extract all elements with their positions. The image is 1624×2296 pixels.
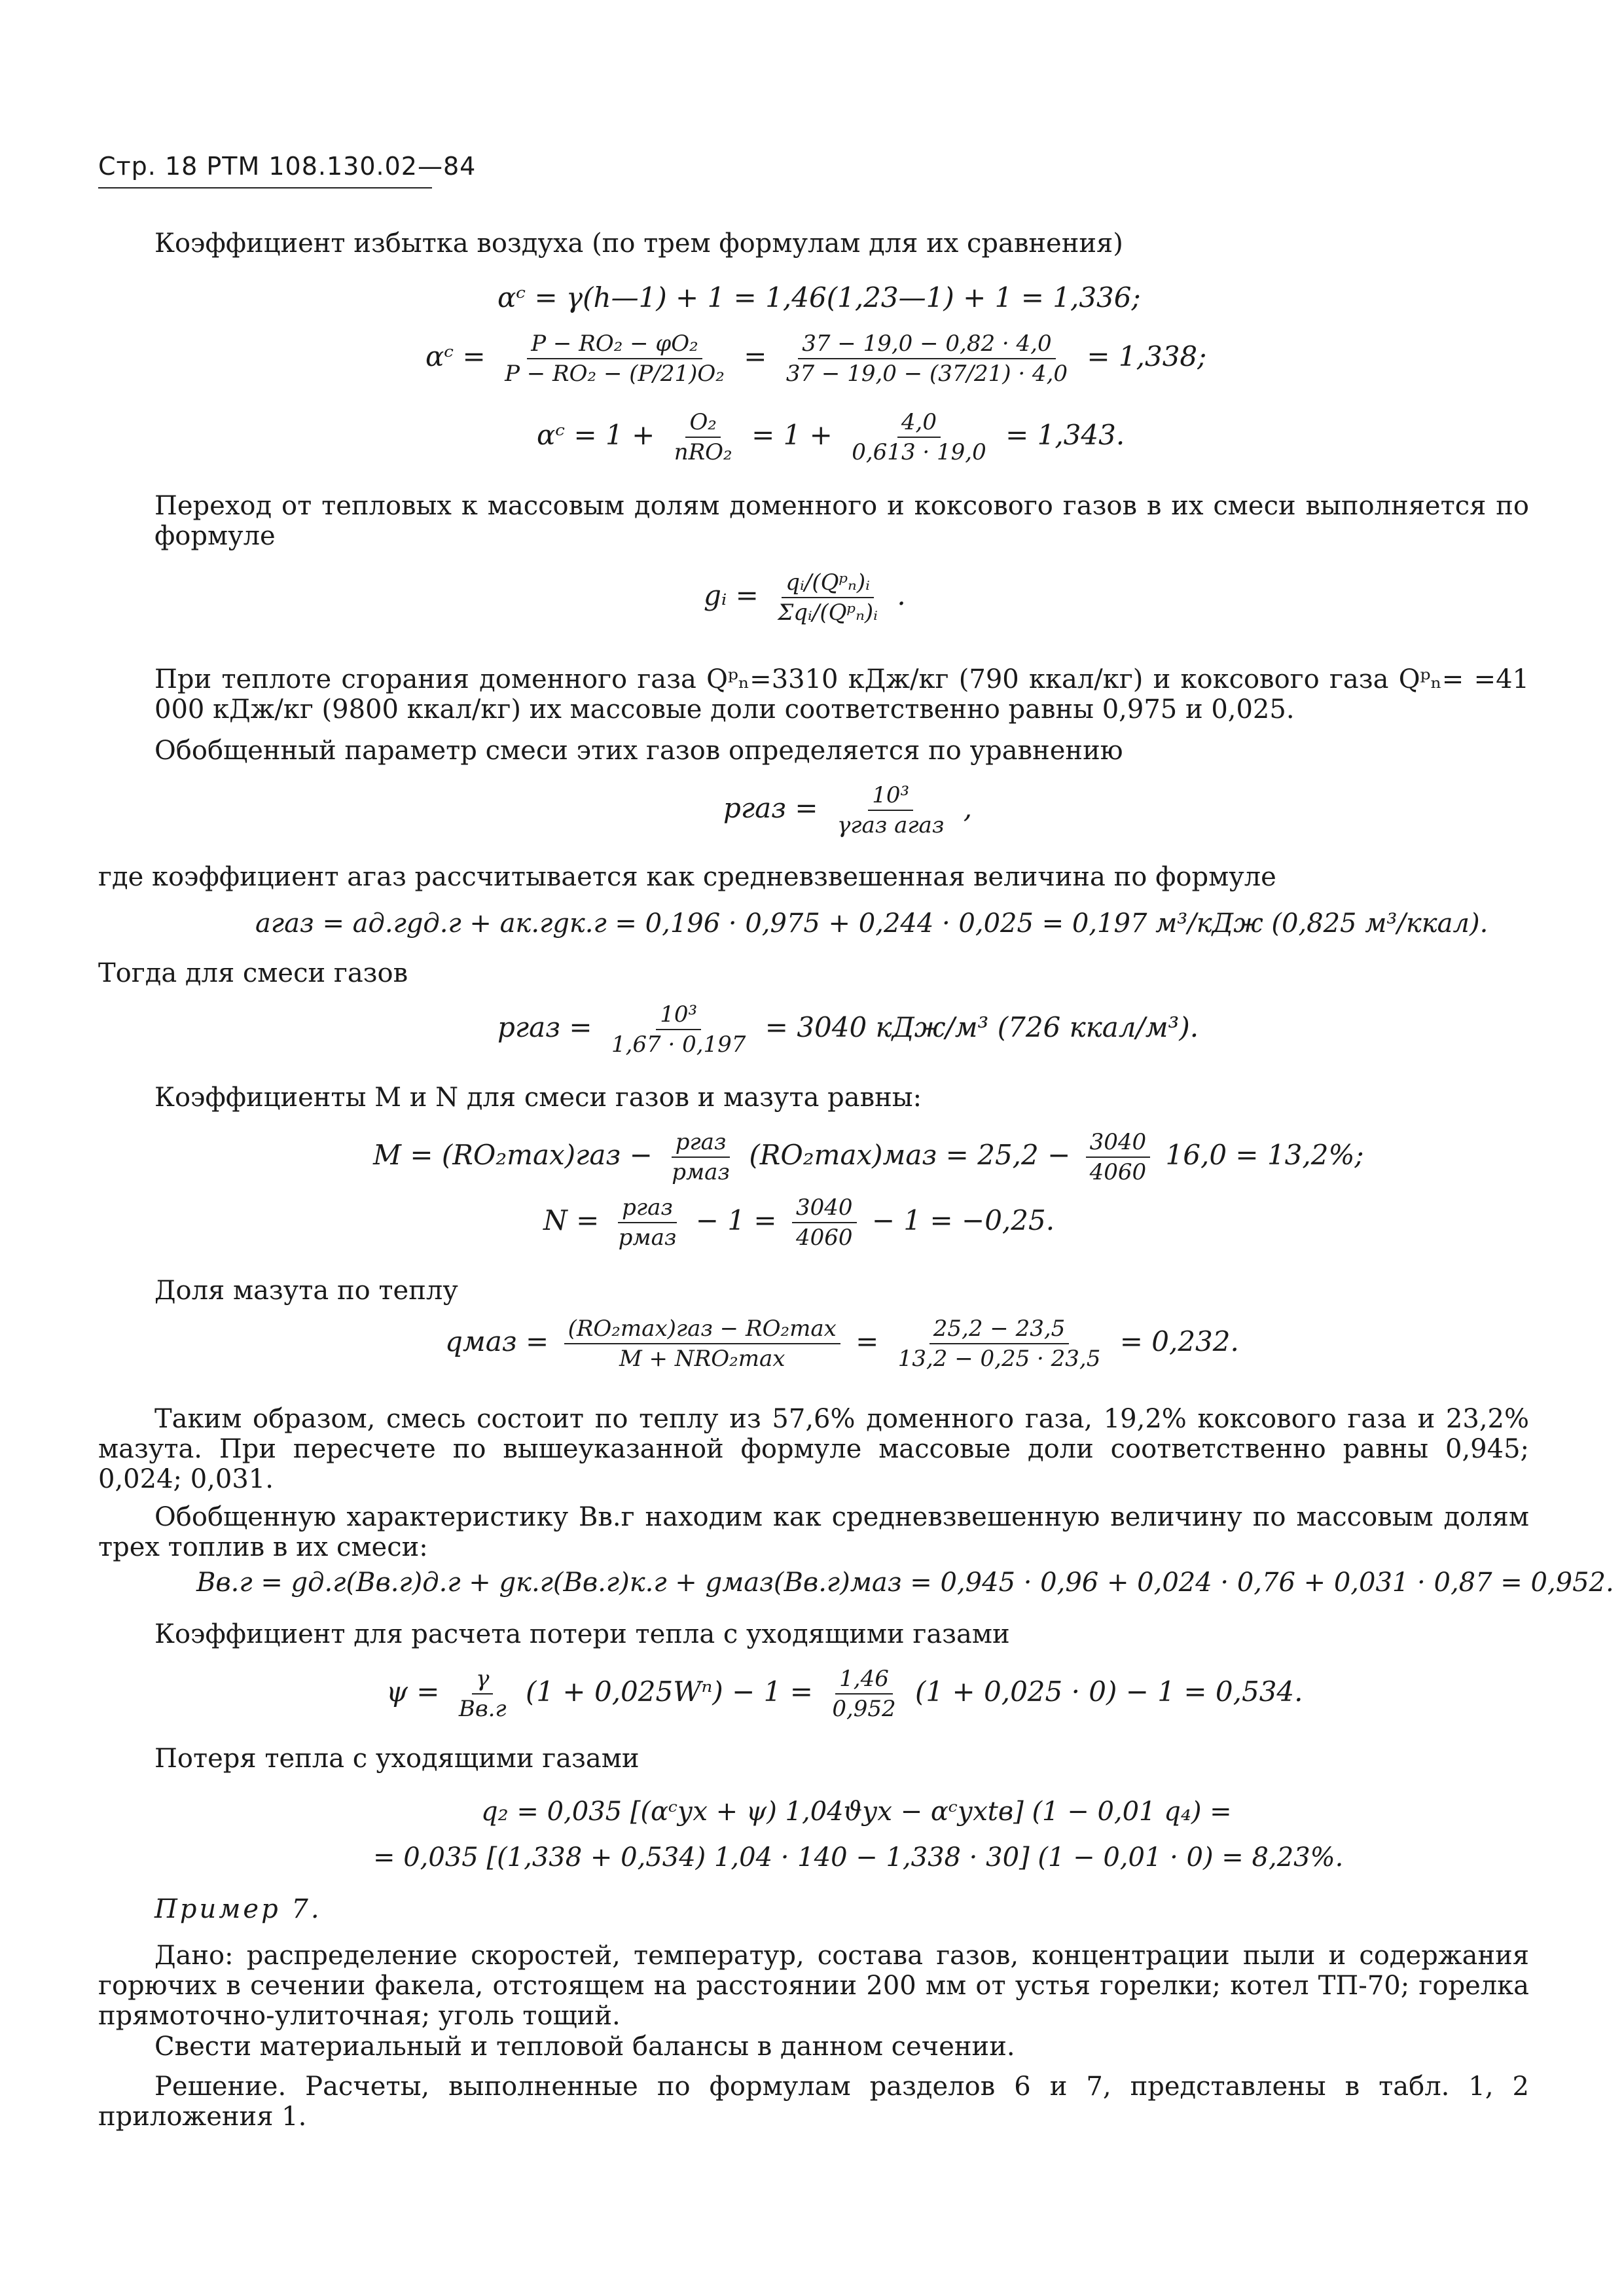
equation-gi: gᵢ = $\frac{\text{qᵢ/(Qᵖₙ)ᵢ}}{\text{Σqᵢ/(Qᵖₙ)ᵢ}}$ . <box>704 569 906 626</box>
paragraph-task: Свести материальный и тепловой балансы в данном сечении. <box>154 2032 1015 2062</box>
equation-pgaz: pгаз = $\frac{\text{10³}}{\text{γгаз aгаз}}$ , <box>723 782 973 838</box>
paragraph-solution: Решение. Расчеты, выполненные по формулам разделов 6 и 7, представлены в табл. 1, 2 приложения 1. <box>98 2072 1529 2132</box>
paragraph-coefficient-agaz: где коэффициент aгаз рассчитывается как средневзвешенная величина по формуле <box>98 862 1276 892</box>
paragraph-mixture-composition: Таким образом, смесь состоит по теплу из 57,6% доменного газа, 19,2% коксового газа и 23,2% мазута. При пересчете по вышеуказанной формуле массовые доли соответственно равны 0,945; 0,024; 0,031. <box>98 1404 1529 1494</box>
equation-alpha-2: αᶜ = $\frac{\text{P − RO₂ − φO₂}}{\text{P − RO₂ − (P/21)O₂}}$ = $\frac{37 - 19,0 - 0,82 \cdot 4,0}{37 - 19,0 - (37/21) \cdot 4,0}$ = 1,338; <box>425 331 1207 387</box>
equation-bvg: Bв.г = gд.г(Bв.г)д.г + gк.г(Bв.г)к.г + gмаз(Bв.г)маз = 0,945 · 0,96 + 0,024 · 0,76 + 0,031 · 0,87 = 0,952. <box>196 1568 1614 1598</box>
equation-q2-line2: = 0,035 [(1,338 + 0,534) 1,04 · 140 − 1,338 · 30] (1 − 0,01 · 0) = 8,23%. <box>373 1842 1344 1873</box>
paragraph-generalized-characteristic: Обобщенную характеристику Bв.г находим как средневзвешенную величину по массовым долям трех топлив в их смеси: <box>98 1502 1529 1562</box>
paragraph-generalized-parameter: Обобщенный параметр смеси этих газов определяется по уравнению <box>154 736 1123 766</box>
equation-m: M = (RO₂max)газ − $\frac{\text{pгаз}}{\text{pмаз}}$ (RO₂max)маз = 25,2 − $\frac{3040}{4060}$ 16,0 = 13,2%; <box>373 1129 1364 1185</box>
header-underline <box>98 187 432 188</box>
page-header: Стр. 18 РТМ 108.130.02—84 <box>98 152 477 181</box>
paragraph-heat-values: При теплоте сгорания доменного газа Qᵖₙ=3310 кДж/кг (790 ккал/кг) и коксового газа Qᵖₙ= =41 000 кДж/кг (9800 ккал/кг) их массовые доли соответственно равны 0,975 и 0,025. <box>154 664 1529 725</box>
paragraph-mixture: Тогда для смеси газов <box>98 958 408 988</box>
paragraph-given: Дано: распределение скоростей, температур, состава газов, концентрации пыли и содержания горючих в сечении факела, отстоящем на расстоянии 200 мм от устья горелки; котел ТП-70; горелка прямоточно-улиточная; уголь тощий. <box>98 1941 1529 2031</box>
equation-qmaz: qмаз = $\frac{\text{(RO₂max)газ − RO₂max}}{\text{M + NRO₂max}}$ = $\frac{25,2 - 23,5}{13,2 - 0,25 \cdot 23,5}$ = 0,232. <box>445 1316 1239 1372</box>
equation-psi: ψ = $\frac{\gamma}{Bв.г}$ (1 + 0,025Wⁿ) − 1 = $\frac{1,46}{0,952}$ (1 + 0,025 · 0) − 1 = 0,534. <box>386 1666 1303 1722</box>
equation-alpha-1: αᶜ = γ(h—1) + 1 = 1,46(1,23—1) + 1 = 1,336; <box>497 281 1141 314</box>
equation-pgaz-value: pгаз = $\frac{\text{10³}}{1,67 \cdot 0,197}$ = 3040 кДж/м³ (726 ккал/м³). <box>497 1001 1199 1058</box>
paragraph-heat-loss-coefficient: Коэффициент для расчета потери тепла с уходящими газами <box>154 1619 1010 1649</box>
equation-q2-line1: q₂ = 0,035 [(αᶜух + ψ) 1,04ϑух − αᶜухtв] (1 − 0,01 q₄) = <box>481 1797 1232 1827</box>
equation-n: N = $\frac{\text{pгаз}}{\text{pмаз}}$ − 1 = $\frac{3040}{4060}$ − 1 = −0,25. <box>543 1194 1055 1251</box>
paragraph-fuel-oil-share: Доля мазута по теплу <box>154 1276 458 1306</box>
paragraph-heat-loss: Потеря тепла с уходящими газами <box>154 1744 640 1774</box>
equation-agaz: aгаз = aд.гgд.г + aк.гgк.г = 0,196 · 0,975 + 0,244 · 0,025 = 0,197 м³/кДж (0,825 м³/ккал). <box>255 908 1489 939</box>
equation-alpha-3: αᶜ = 1 + $\frac{\text{O₂}}{\text{nRO₂}}$ = 1 + $\frac{4,0}{0,613 \cdot 19,0}$ = 1,343. <box>537 409 1125 465</box>
paragraph-excess-air: Коэффициент избытка воздуха (по трем формулам для их сравнения) <box>154 228 1123 259</box>
paragraph-mass-fractions: Переход от тепловых к массовым долям доменного и коксового газов в их смеси выполняется по формуле <box>154 491 1529 551</box>
paragraph-coefficients-mn: Коэффициенты M и N для смеси газов и мазута равны: <box>154 1083 922 1113</box>
example-heading: Пример 7. <box>154 1894 322 1924</box>
